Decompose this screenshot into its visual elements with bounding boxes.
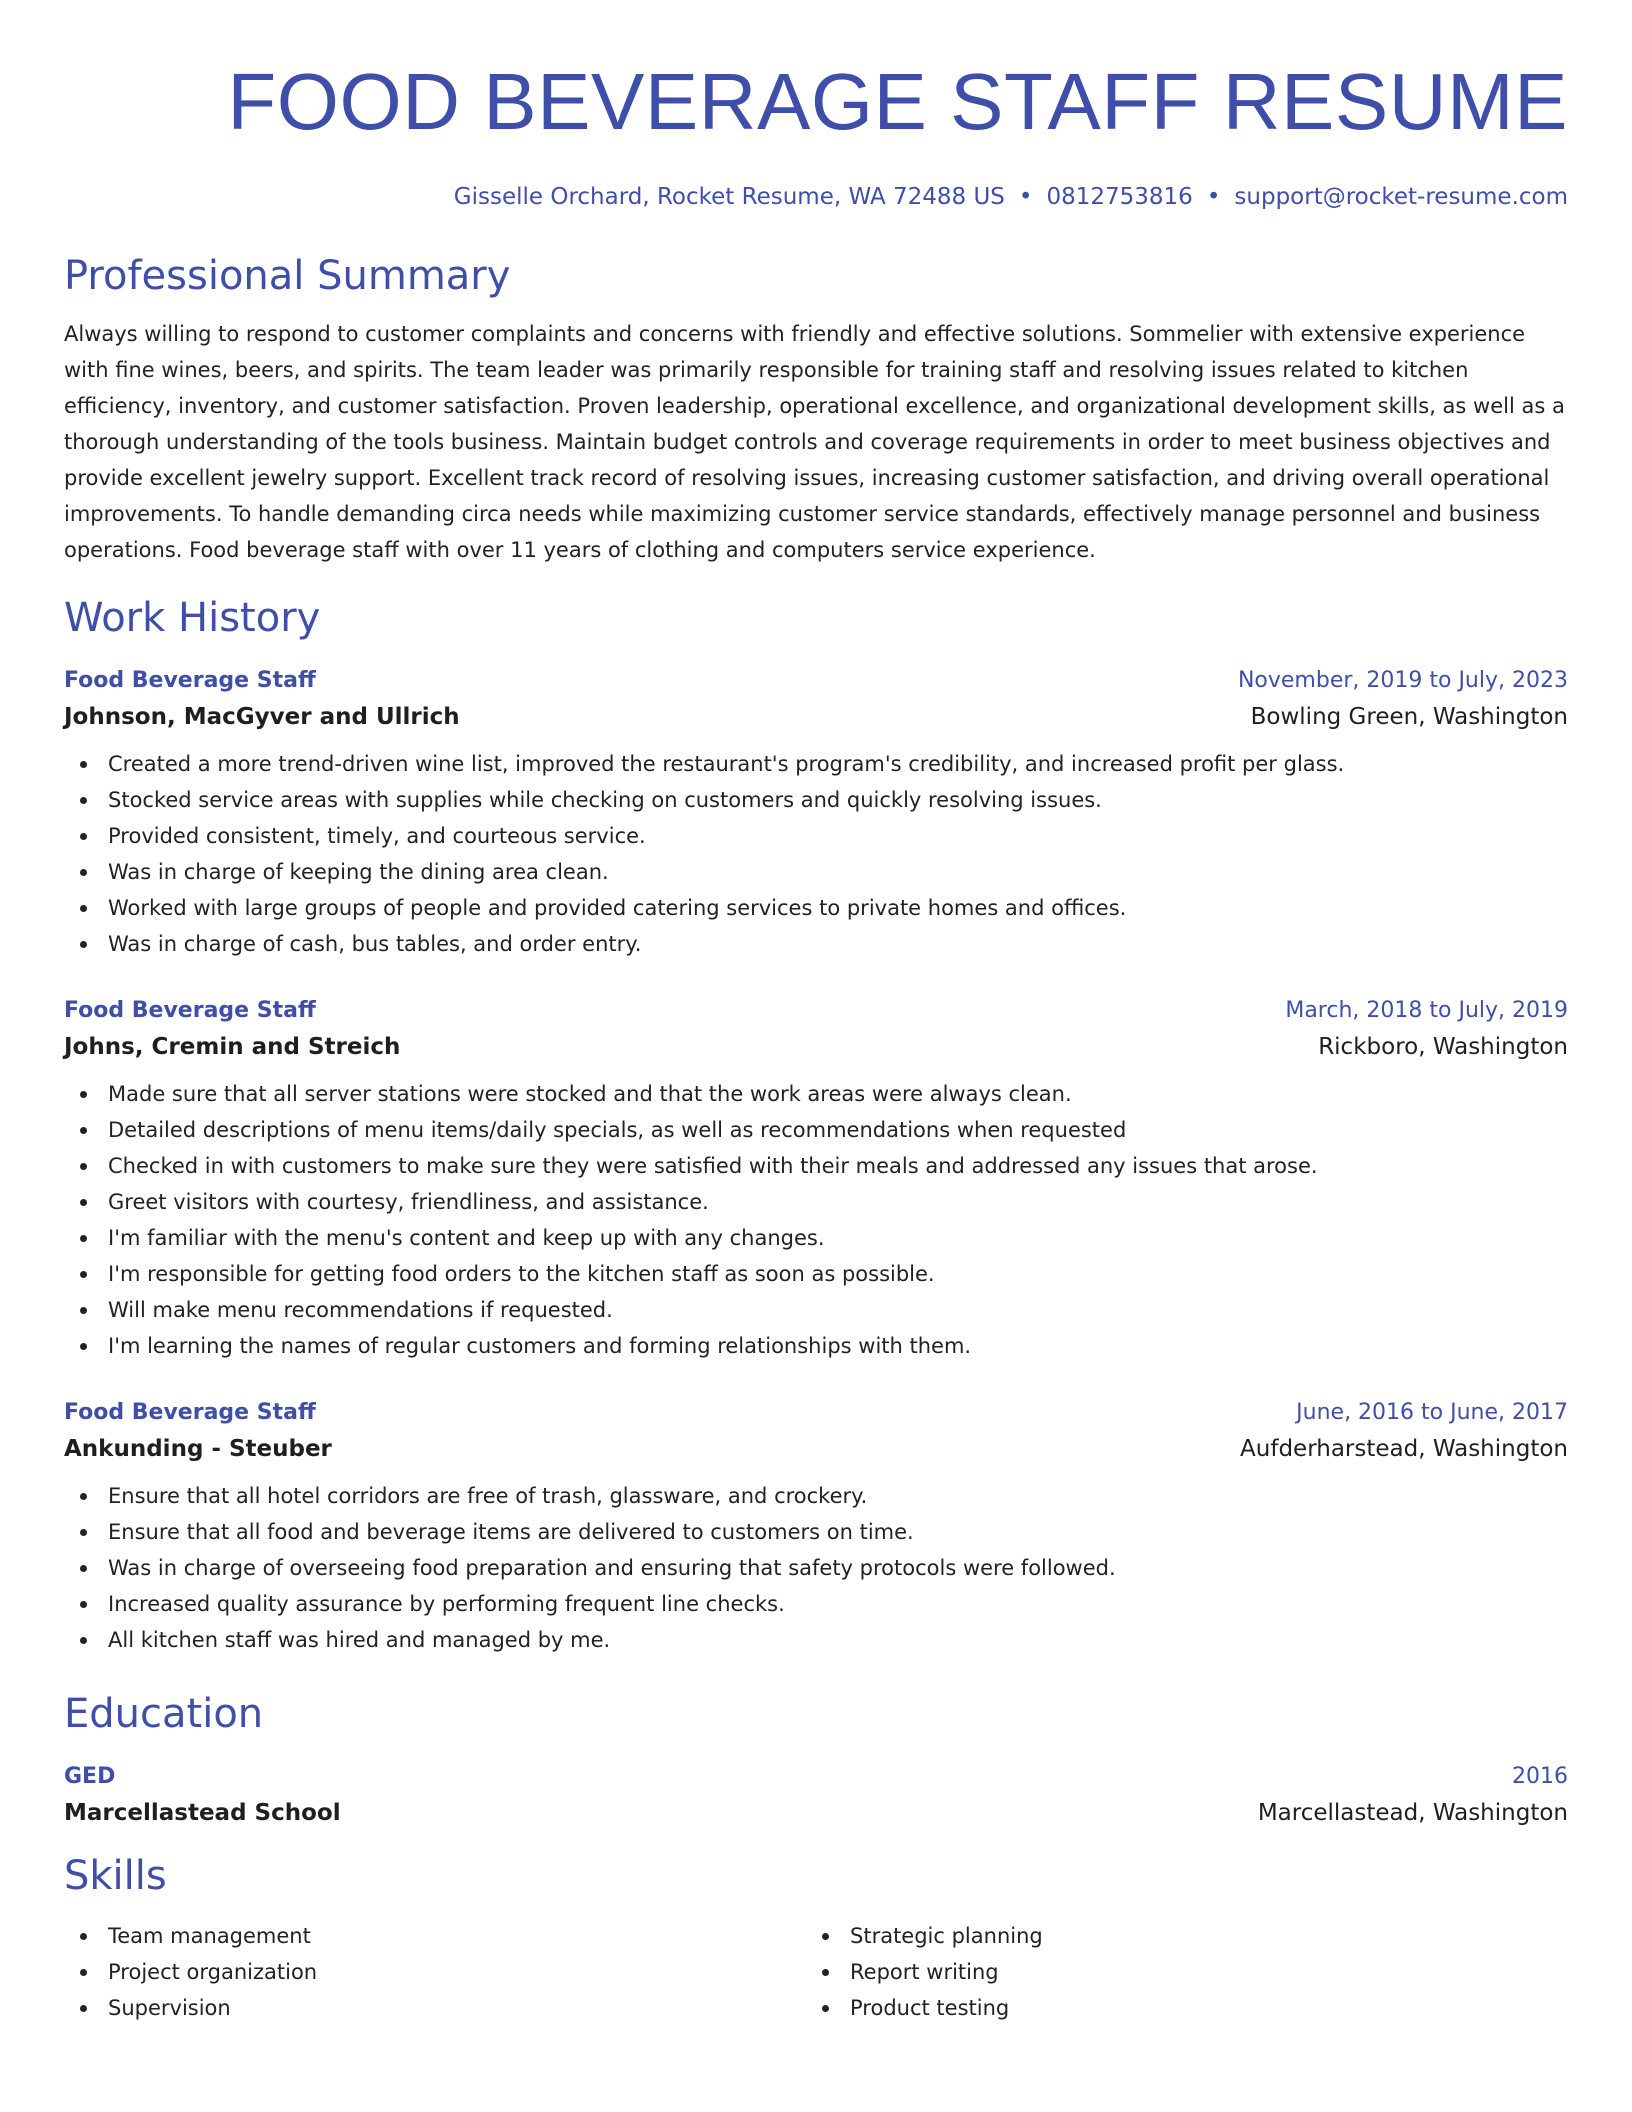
job-location: Rickboro, Washington <box>1318 1034 1568 1060</box>
job-bullet: All kitchen staff was hired and managed by me. <box>64 1622 1568 1658</box>
contact-line <box>64 182 1568 212</box>
job-title-row <box>64 1396 1568 1430</box>
job-bullet: Will make menu recommendations if requested. <box>64 1292 1568 1328</box>
job-bullets <box>64 746 1568 962</box>
job-location: Aufderharstead, Washington <box>1240 1436 1568 1462</box>
resume-page <box>64 0 1568 2026</box>
job-title: Food Beverage Staff <box>64 1400 316 1425</box>
skill-item: Product testing <box>806 1990 1548 2026</box>
work-history-heading: Work History <box>64 595 321 641</box>
job-bullet: Provided consistent, timely, and courteous service. <box>64 818 1568 854</box>
skill-item: Team management <box>64 1918 806 1954</box>
job-entry <box>64 994 1568 1364</box>
job-bullet: I'm familiar with the menu's content and keep up with any changes. <box>64 1220 1568 1256</box>
job-title-row <box>64 664 1568 698</box>
education-heading: Education <box>64 1691 264 1737</box>
summary-text: Always willing to respond to customer complaints and concerns with friendly and effective solutions. Sommelier with extensive experience with fine wines, beers, and spirits. The team leader was primarily responsible for training staff and resolving issues related to kitchen efficiency, inventory, and customer satisfaction. Proven leadership, operational excellence, and organizational development skills, as well as a thorough understanding of the tools business. Maintain budget controls and coverage requirements in order to meet business objectives and provide excellent jewelry support. Excellent track record of resolving issues, increasing customer satisfaction, and driving overall operational improvements. To handle demanding circa needs while maximizing customer service standards, effectively manage personnel and business operations. Food beverage staff with over 11 years of clothing and computers service experience. <box>64 322 1565 562</box>
job-bullet: Made sure that all server stations were stocked and that the work areas were always clean. <box>64 1076 1568 1112</box>
job-bullet: Detailed descriptions of menu items/daily specials, as well as recommendations when requested <box>64 1112 1568 1148</box>
job-bullet: Created a more trend-driven wine list, improved the restaurant's program's credibility, and increased profit per glass. <box>64 746 1568 782</box>
skill-item: Project organization <box>64 1954 806 1990</box>
education-school: Marcellastead School <box>64 1800 341 1826</box>
skills-column-left <box>64 1918 806 2026</box>
skill-item: Strategic planning <box>806 1918 1548 1954</box>
job-bullets <box>64 1076 1568 1364</box>
resume-title: FOOD BEVERAGE STAFF RESUME <box>227 57 1568 146</box>
skills-list <box>64 1918 1568 2026</box>
job-bullet: Greet visitors with courtesy, friendliness, and assistance. <box>64 1184 1568 1220</box>
job-dates: March, 2018 to July, 2019 <box>1285 998 1568 1023</box>
job-bullet: Was in charge of overseeing food preparation and ensuring that safety protocols were followed. <box>64 1550 1568 1586</box>
contact-address: Gisselle Orchard, Rocket Resume, WA 72488 US <box>453 184 1005 210</box>
job-bullets <box>64 1478 1568 1658</box>
skills-heading: Skills <box>64 1853 167 1899</box>
job-company: Ankunding - Steuber <box>64 1436 332 1462</box>
contact-separator: • <box>1018 184 1033 210</box>
job-company: Johnson, MacGyver and Ullrich <box>64 704 460 730</box>
job-entry <box>64 1396 1568 1658</box>
job-bullet: I'm learning the names of regular customers and forming relationships with them. <box>64 1328 1568 1364</box>
job-dates: November, 2019 to July, 2023 <box>1237 668 1568 693</box>
skill-item: Report writing <box>806 1954 1548 1990</box>
job-bullet: Increased quality assurance by performing frequent line checks. <box>64 1586 1568 1622</box>
job-bullet: Ensure that all hotel corridors are free of trash, glassware, and crockery. <box>64 1478 1568 1514</box>
education-school-row <box>64 1794 1568 1832</box>
contact-separator: • <box>1206 184 1221 210</box>
job-bullet: Worked with large groups of people and provided catering services to private homes and offices. <box>64 890 1568 926</box>
contact-email: support@rocket-resume.com <box>1234 184 1568 210</box>
job-entry <box>64 664 1568 962</box>
job-company-row <box>64 1028 1568 1066</box>
job-company-row <box>64 1430 1568 1468</box>
job-bullet: Was in charge of keeping the dining area clean. <box>64 854 1568 890</box>
education-degree-row <box>64 1760 1568 1794</box>
education-location: Marcellastead, Washington <box>1257 1800 1568 1826</box>
skills-column-right <box>806 1918 1548 2026</box>
job-bullet: Stocked service areas with supplies while checking on customers and quickly resolving issues. <box>64 782 1568 818</box>
job-company-row <box>64 698 1568 736</box>
skill-item: Supervision <box>64 1990 806 2026</box>
summary-heading: Professional Summary <box>64 253 511 299</box>
job-company: Johns, Cremin and Streich <box>64 1034 401 1060</box>
job-title: Food Beverage Staff <box>64 998 316 1023</box>
job-bullet: Ensure that all food and beverage items are delivered to customers on time. <box>64 1514 1568 1550</box>
job-bullet: Checked in with customers to make sure they were satisfied with their meals and addressed any issues that arose. <box>64 1148 1568 1184</box>
job-bullet: I'm responsible for getting food orders to the kitchen staff as soon as possible. <box>64 1256 1568 1292</box>
job-bullet: Was in charge of cash, bus tables, and order entry. <box>64 926 1568 962</box>
job-dates: June, 2016 to June, 2017 <box>1296 1400 1568 1425</box>
education-year: 2016 <box>1512 1764 1568 1789</box>
job-title: Food Beverage Staff <box>64 668 316 693</box>
job-title-row <box>64 994 1568 1028</box>
education-degree: GED <box>64 1764 116 1789</box>
education-entry <box>64 1760 1568 1832</box>
contact-phone: 0812753816 <box>1046 184 1193 210</box>
job-location: Bowling Green, Washington <box>1250 704 1568 730</box>
